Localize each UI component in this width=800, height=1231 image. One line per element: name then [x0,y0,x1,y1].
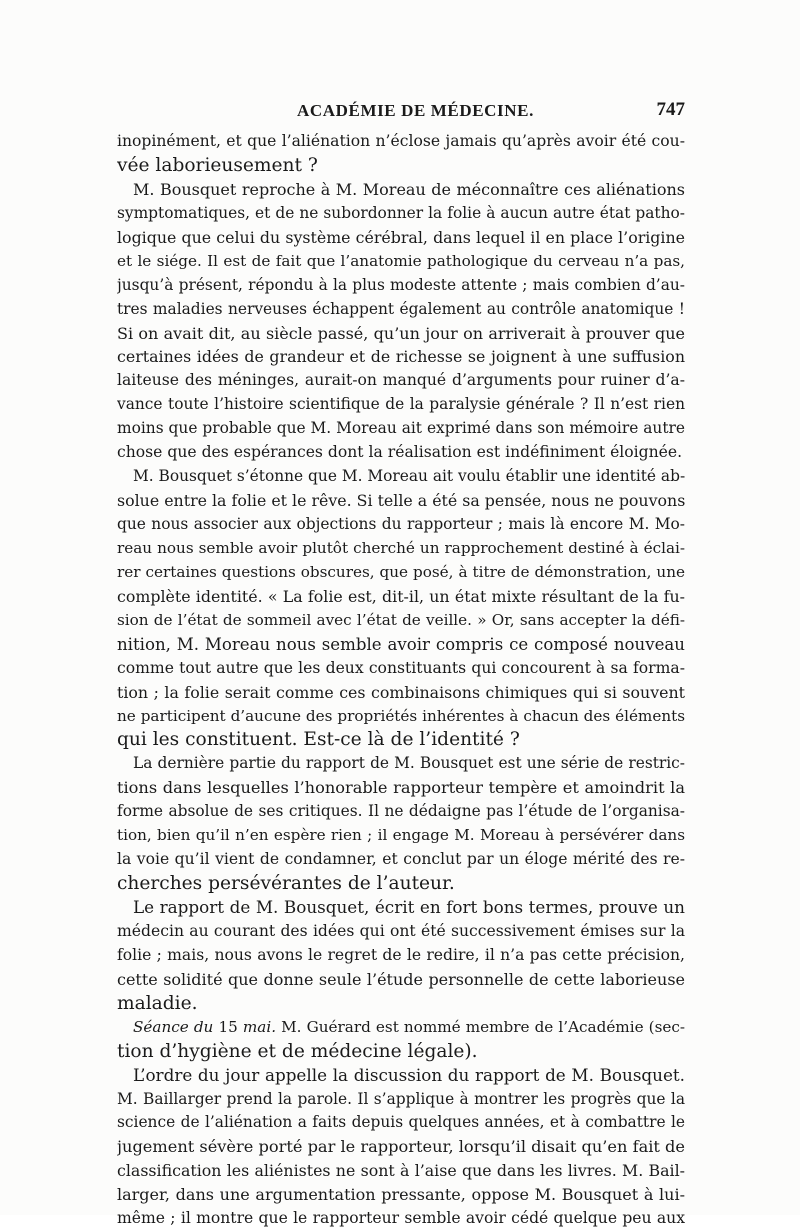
text-line: comme tout autre que les deux constituants qui concourent à sa forma- [117,658,685,677]
text-line: tion, bien qu’il n’en espère rien ; il engage M. Moreau à persévérer dans [117,826,685,845]
text-line: vée laborieusement ? [117,154,318,176]
text-line: laiteuse des méninges, aurait-on manqué d’arguments pour ruiner d’a- [117,371,685,390]
text-line: et le siége. Il est de fait que l’anatomie pathologique du cerveau n’a pas, [117,251,685,270]
text-line: complète identité. « La folie est, dit-il, un état mixte résultant de la fu- [117,586,685,606]
running-head [117,95,685,125]
text-line: la voie qu’il vient de condamner, et conclut par un éloge mérité des re- [117,850,685,869]
text-line: cette solidité que donne seule l’étude personnelle de cette laborieuse [117,969,685,989]
text-line: forme absolue de ses critiques. Il ne dédaigne pas l’étude de l’organisa- [117,802,685,821]
italic-run: Séance du [133,1017,219,1036]
running-title: ACADÉMIE DE MÉDECINE. [297,101,534,120]
text-line: logique que celui du système cérébral, dans lequel il en place l’origine [117,227,685,247]
text-line: tion ; la folie serait comme ces combinaisons chimiques qui si souvent [117,682,685,702]
text-line: certaines idées de grandeur et de richesse se joignent à une suffusion [117,347,685,367]
text-line: M. Bousquet reproche à M. Moreau de méconnaître ces aliénations [133,179,685,199]
text-line: qui les constituent. Est-ce là de l’identité ? [117,729,520,751]
text-line: tions dans lesquelles l’honorable rapporteur tempère et amoindrit la [117,778,685,798]
text-line: moins que probable que M. Moreau ait exprimé dans son mémoire autre [117,419,685,438]
text-line: chose que des espérances dont la réalisation est indéfiniment éloignée. [117,443,683,462]
text-line: symptomatiques, et de ne subordonner la folie à aucun autre état patho- [117,203,685,222]
text-line: jusqu’à présent, répondu à la plus modeste attente ; mais combien d’au- [117,275,685,294]
text-run: M. Guérard est nommé membre de l’Académie (sec- [276,1017,685,1036]
text-line: rer certaines questions obscures, que posé, à titre de démonstration, une [117,562,685,581]
text-line: folie ; mais, nous avons le regret de le redire, il n’a pas cette précision, [117,945,685,964]
text-line: M. Baillarger prend la parole. Il s’applique à montrer les progrès que la [117,1089,685,1108]
text-line: jugement sévère porté par le rapporteur, lorsqu’il disait qu’en fait de [117,1137,685,1157]
text-run: 15 [218,1017,243,1036]
text-line: La dernière partie du rapport de M. Bousquet est une série de restric- [133,754,685,773]
text-line: M. Bousquet s’étonne que M. Moreau ait voulu établir une identité ab- [133,467,685,486]
text-line: maladie. [117,992,198,1014]
text-line: vance toute l’histoire scientifique de la paralysie générale ? Il n’est rien [117,395,685,414]
text-line: nition, M. Moreau nous semble avoir compris ce composé nouveau [117,634,685,654]
text-line: solue entre la folie et le rêve. Si telle a été sa pensée, nous ne pouvons [117,491,685,511]
text-line: Si on avait dit, au siècle passé, qu’un jour on arriverait à prouver que [117,323,685,343]
page-number: 747 [656,99,685,120]
text-line: tres maladies nerveuses échappent également au contrôle anatomique ! [117,299,685,318]
text-line: Le rapport de M. Bousquet, écrit en fort bons termes, prouve un [133,897,685,917]
text-line: larger, dans une argumentation pressante, oppose M. Bousquet à lui- [117,1185,685,1205]
text-line: reau nous semble avoir plutôt cherché un rapprochement destiné à éclai- [117,538,685,557]
text-line [117,1016,685,1040]
text-line: cherches persévérantes de l’auteur. [117,873,455,895]
text-line: ne participent d’aucune des propriétés inhérentes à chacun des éléments [117,706,685,725]
text-line: inopinément, et que l’aliénation n’éclose jamais qu’après avoir été cou- [117,132,685,150]
text-line: même ; il montre que le rapporteur semble avoir cédé quelque peu aux [117,1209,685,1228]
text-line: classification les aliénistes ne sont à l’aise que dans les livres. M. Bail- [117,1161,685,1181]
italic-run: mai. [242,1017,277,1036]
text-line: médecin au courant des idées qui ont été successivement émises sur la [117,921,685,940]
text-line: tion d’hygiène et de médecine légale). [117,1040,478,1062]
text-line: que nous associer aux objections du rapporteur ; mais là encore M. Mo- [117,515,685,533]
text-line: science de l’aliénation a faits depuis quelques années, et à combattre le [117,1113,685,1132]
body-text [117,130,685,1231]
text-line: sion de l’état de sommeil avec l’état de veille. » Or, sans accepter la défi- [117,610,685,629]
text-line: L’ordre du jour appelle la discussion du rapport de M. Bousquet. [133,1064,685,1085]
